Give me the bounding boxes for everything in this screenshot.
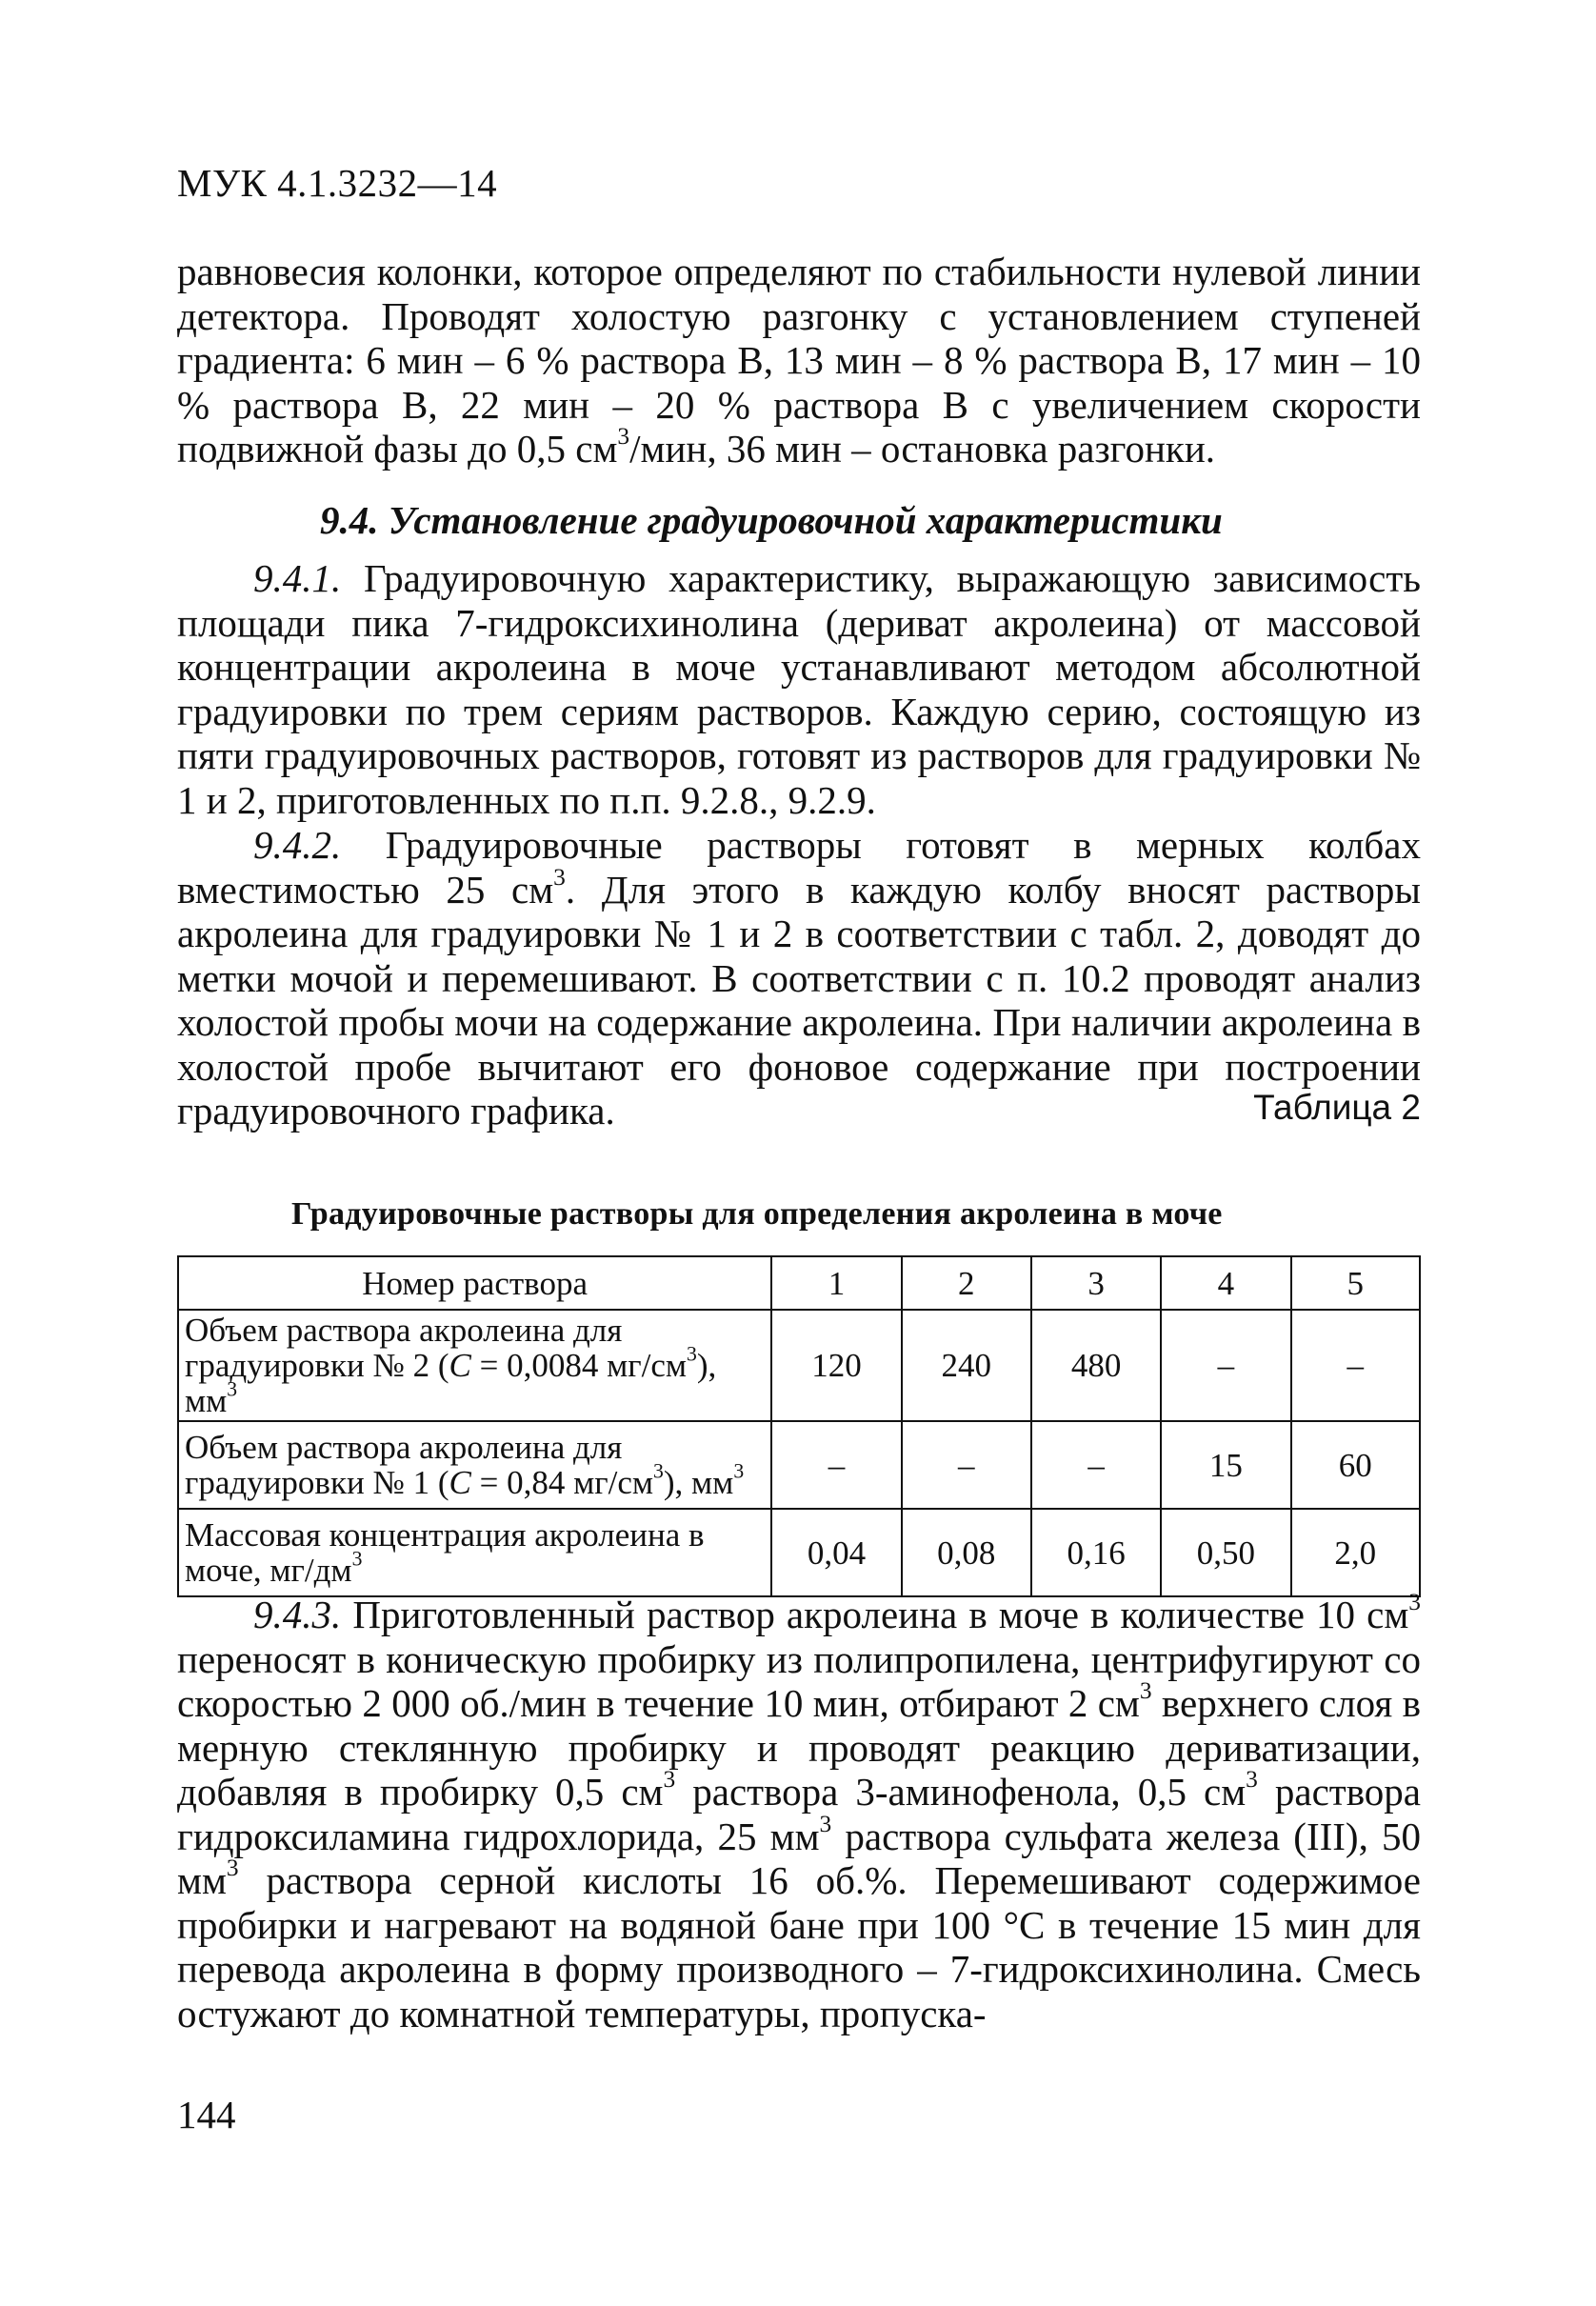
superscript: 3 <box>687 1342 697 1366</box>
superscript: 3 <box>553 863 566 891</box>
table-cell: – <box>771 1421 901 1509</box>
paragraph-text: раствора сульфата железа (III), 50 мм <box>177 1814 1421 1902</box>
row-label-symbol: С <box>449 1464 471 1501</box>
table-cell: – <box>1031 1421 1161 1509</box>
superscript: 3 <box>733 1459 745 1483</box>
paragraph-number: 9.4.1. <box>253 556 342 600</box>
table-row <box>178 1310 1420 1421</box>
paragraph-text: Градуировочные растворы готовят в мерных колбах вместимостью 25 см <box>177 823 1421 912</box>
row-label-cell <box>178 1421 771 1509</box>
row-label-text: Объем раствора акролеина для градуировки № 2 ( <box>185 1312 623 1384</box>
paragraph-9-4-2 <box>177 823 1421 1133</box>
row-label-cell <box>178 1509 771 1596</box>
paragraph-9-4-3 <box>177 1588 1422 2035</box>
row-label-text: Объем раствора акролеина для градуировки № 1 ( <box>185 1429 623 1501</box>
header-cell: 4 <box>1161 1256 1290 1310</box>
table-cell: – <box>1291 1310 1420 1421</box>
paragraph-text: раствора гидроксиламина гидрохлорида, 25 мм <box>177 1770 1422 1858</box>
paragraph-9-4-1 <box>177 556 1421 822</box>
row-label-text: = 0,84 мг/см <box>470 1464 654 1501</box>
table-cell: 2,0 <box>1291 1509 1420 1596</box>
table-cell: 0,04 <box>771 1509 901 1596</box>
table-title: Градуировочные растворы для определения акролеина в моче <box>291 1196 1223 1232</box>
table-cell: 240 <box>902 1310 1031 1421</box>
table-cell: – <box>1161 1310 1290 1421</box>
paragraph-text: раствора 3-аминофенола, 0,5 см <box>675 1770 1247 1814</box>
page-number: 144 <box>177 2093 236 2136</box>
superscript: 3 <box>663 1765 676 1793</box>
table-cell: 0,50 <box>1161 1509 1290 1596</box>
table-cell: 480 <box>1031 1310 1161 1421</box>
superscript: 3 <box>617 422 630 450</box>
row-label-symbol: С <box>449 1347 471 1384</box>
section-title: 9.4. Установление градуировочной характеристики <box>320 498 1223 542</box>
table-row <box>178 1421 1420 1509</box>
header-cell: 2 <box>902 1256 1031 1310</box>
intro-paragraph <box>177 250 1421 471</box>
header-cell: Номер раствора <box>178 1256 771 1310</box>
table-cell: 15 <box>1161 1421 1290 1509</box>
row-label-text: = 0,0084 мг/см <box>470 1347 688 1384</box>
paragraph-text: переносят в коническую пробирку из полипропилена, центрифугируют со скоростью 2 000 об./мин в течение 10 мин, отбирают 2 см <box>177 1636 1421 1725</box>
header-cell: 1 <box>771 1256 901 1310</box>
table-label: Таблица 2 <box>1253 1088 1421 1127</box>
superscript: 3 <box>227 1377 238 1401</box>
paragraph-text: Приготовленный раствор акролеина в моче в количестве 10 см <box>341 1593 1409 1636</box>
row-label-text: Массовая концентрация акролеина в моче, мг/дм <box>185 1516 705 1589</box>
superscript: 3 <box>653 1459 664 1483</box>
superscript: 3 <box>819 1810 832 1837</box>
table-cell: 120 <box>771 1310 901 1421</box>
table-header-row <box>178 1256 1420 1310</box>
table-cell: 0,08 <box>902 1509 1031 1596</box>
intro-text-end: /мин, 36 мин – остановка разгонки. <box>629 427 1216 471</box>
paragraph-text: верхнего слоя в мерную стеклянную пробирку и проводят реакцию дериватизации, добавляя в пробирку 0,5 см <box>177 1681 1421 1814</box>
paragraph-number: 9.4.3. <box>253 1593 342 1636</box>
calibration-table <box>177 1255 1421 1597</box>
superscript: 3 <box>1139 1676 1152 1704</box>
paragraph-number: 9.4.2. <box>253 823 342 867</box>
superscript: 3 <box>1408 1588 1421 1615</box>
table-row <box>178 1509 1420 1596</box>
row-label-text: ), мм <box>185 1347 717 1419</box>
table-cell: 60 <box>1291 1421 1420 1509</box>
paragraph-text-cont: . Для этого в каждую колбу вносят растворы акролеина для градуировки № 1 и 2 в соответствии с табл. 2, доводят до метки мочой и перемешивают. В соответствии с п. 10.2 проводят анализ холостой пробы мочи на содержание акролеина. При наличии акролеина в холостой пробе вычитают его фоновое содержание при построении градуировочного графика. <box>177 867 1421 1133</box>
paragraph-text: Градуировочную характеристику, выражающую зависимость площади пика 7-гидроксихинолина (дериват акролеина) от массовой концентрации акролеина в моче устанавливают методом абсолютной градуировки по трем сериям растворов. Каждую серию, состоящую из пяти градуировочных растворов, готовят из растворов для градуировки № 1 и 2, приготовленных по п.п. 9.2.8., 9.2.9. <box>177 556 1421 822</box>
superscript: 3 <box>226 1854 239 1881</box>
row-label-cell <box>178 1310 771 1421</box>
header-cell: 3 <box>1031 1256 1161 1310</box>
table-cell: – <box>902 1421 1031 1509</box>
paragraph-text: раствора серной кислоты 16 об.%. Перемешивают содержимое пробирки и нагревают на водяной бане при 100 °С в течение 15 мин для перевода акролеина в форму производного – 7-гидроксихинолина. Смесь остужают до комнатной температуры, пропуска- <box>177 1858 1421 2035</box>
document-code-header: МУК 4.1.3232—14 <box>177 161 498 205</box>
intro-text: равновесия колонки, которое определяют по стабильности нулевой линии детектора. Проводят холостую разгонку с установлением ступеней градиента: 6 мин – 6 % раствора В, 13 мин – 8 % раствора В, 17 мин – 10 % раствора В, 22 мин – 20 % раствора В с увеличением скорости подвижной фазы до 0,5 см <box>177 250 1421 471</box>
superscript: 3 <box>1246 1765 1258 1793</box>
row-label-text: ), мм <box>663 1464 734 1501</box>
superscript: 3 <box>351 1547 363 1571</box>
table-cell: 0,16 <box>1031 1509 1161 1596</box>
header-cell: 5 <box>1291 1256 1420 1310</box>
